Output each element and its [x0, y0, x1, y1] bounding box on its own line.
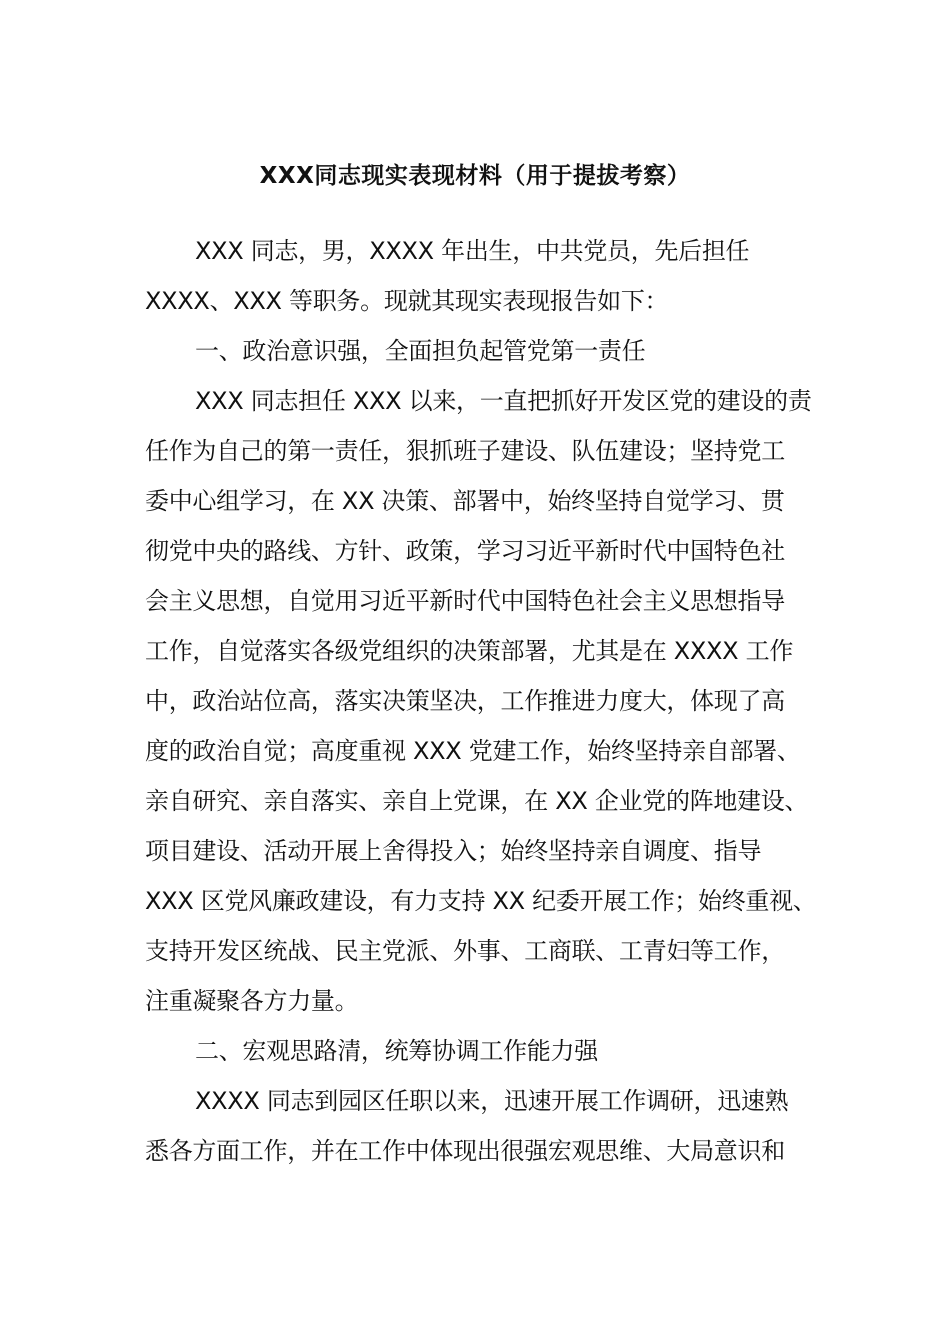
document-body [145, 231, 815, 1181]
text-line: XXXX 同志到园区任职以来，迅速开展工作调研，迅速熟 [195, 1087, 789, 1115]
text-line: XXX 同志，男，XXXX 年出生，中共党员，先后担任 [195, 237, 750, 265]
text-line: 亲自研究、亲自落实、亲自上党课，在 XX 企业党的阵地建设、 [145, 787, 809, 815]
text-line: 项目建设、活动开展上舍得投入；始终坚持亲自调度、指导 [145, 837, 762, 865]
text-line: 注重凝聚各方力量。 [145, 987, 359, 1015]
document-title: XXX同志现实表现材料（用于提拔考察） [259, 163, 691, 189]
text-line: 会主义思想，自觉用习近平新时代中国特色社会主义思想指导 [145, 587, 785, 615]
section-heading-2: 二、宏观思路清，统筹协调工作能力强 [195, 1037, 598, 1065]
text-line: 彻党中央的路线、方针、政策，学习习近平新时代中国特色社 [145, 537, 785, 565]
text-line: XXXX、XXX 等职务。现就其现实表现报告如下： [145, 287, 669, 315]
text-line: XXX 区党风廉政建设，有力支持 XX 纪委开展工作；始终重视、 [145, 887, 817, 915]
text-line: 悉各方面工作，并在工作中体现出很强宏观思维、大局意识和 [145, 1137, 785, 1165]
section-heading-1: 一、政治意识强，全面担负起管党第一责任 [195, 337, 646, 365]
text-line: 任作为自己的第一责任，狠抓班子建设、队伍建设；坚持党工 [145, 437, 785, 465]
text-line: 支持开发区统战、民主党派、外事、工商联、工青妇等工作， [145, 937, 785, 965]
text-line: XXX 同志担任 XXX 以来，一直把抓好开发区党的建设的责 [195, 387, 812, 415]
text-line: 委中心组学习，在 XX 决策、部署中，始终坚持自觉学习、贯 [145, 487, 785, 515]
text-line: 中，政治站位高，落实决策坚决，工作推进力度大，体现了高 [145, 687, 785, 715]
text-line: 度的政治自觉；高度重视 XXX 党建工作，始终坚持亲自部署、 [145, 737, 801, 765]
text-line: 工作，自觉落实各级党组织的决策部署，尤其是在 XXXX 工作 [145, 637, 794, 665]
